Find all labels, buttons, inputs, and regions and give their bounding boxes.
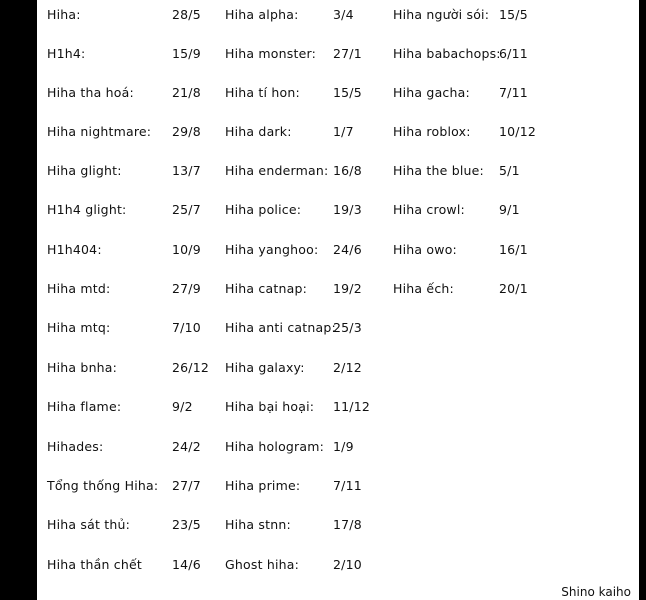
entry-date: 20/1 bbox=[499, 281, 528, 296]
entry-name: Hihades: bbox=[47, 439, 104, 454]
entry-date: 9/1 bbox=[499, 202, 520, 217]
entry-name: Hiha mtq: bbox=[47, 320, 111, 335]
entry-date: 10/12 bbox=[499, 124, 537, 139]
entry-name: Hiha: bbox=[47, 7, 81, 22]
entry-date: 5/1 bbox=[499, 163, 520, 178]
entry-date: 1/7 bbox=[333, 124, 354, 139]
entry-name: Hiha ếch: bbox=[393, 281, 454, 296]
entry-date: 25/3 bbox=[333, 320, 362, 335]
entry-name: Hiha người sói: bbox=[393, 7, 490, 22]
entry-date: 26/12 bbox=[172, 360, 210, 375]
entry-name: Hiha sát thủ: bbox=[47, 517, 131, 532]
entry-name: Hiha prime: bbox=[225, 478, 301, 493]
entry-name: Hiha the blue: bbox=[393, 163, 484, 178]
entry-date: 2/12 bbox=[333, 360, 362, 375]
entry-date: 19/3 bbox=[333, 202, 362, 217]
entry-name: Hiha bnha: bbox=[47, 360, 118, 375]
entry-date: 25/7 bbox=[172, 202, 201, 217]
entry-name: Hiha thần chết bbox=[47, 557, 142, 572]
entry-name: Hiha monster: bbox=[225, 46, 317, 61]
entry-name: Hiha yanghoo: bbox=[225, 242, 319, 257]
entry-date: 27/7 bbox=[172, 478, 201, 493]
entry-date: 28/5 bbox=[172, 7, 201, 22]
entry-name: H1h404: bbox=[47, 242, 102, 257]
entry-date: 7/10 bbox=[172, 320, 201, 335]
entry-date: 3/4 bbox=[333, 7, 354, 22]
entry-name: Hiha tha hoá: bbox=[47, 85, 134, 100]
entry-name: Hiha stnn: bbox=[225, 517, 291, 532]
entry-name: Hiha dark: bbox=[225, 124, 292, 139]
entry-name: Hiha crowl: bbox=[393, 202, 465, 217]
entry-date: 11/12 bbox=[333, 399, 371, 414]
entry-date: 19/2 bbox=[333, 281, 362, 296]
entry-name: Hiha galaxy: bbox=[225, 360, 305, 375]
entry-date: 7/11 bbox=[499, 85, 528, 100]
entry-date: 27/9 bbox=[172, 281, 201, 296]
entry-name: Hiha catnap: bbox=[225, 281, 307, 296]
right-border bbox=[639, 0, 646, 600]
document-page bbox=[37, 0, 639, 600]
entry-name: Tổng thống Hiha: bbox=[47, 478, 159, 493]
entry-name: Hiha police: bbox=[225, 202, 302, 217]
entry-name: H1h4 glight: bbox=[47, 202, 127, 217]
entry-name: Hiha bại hoại: bbox=[225, 399, 315, 414]
entry-name: Hiha anti catnap: bbox=[225, 320, 336, 335]
entry-name: Hiha gacha: bbox=[393, 85, 470, 100]
entry-name: Hiha owo: bbox=[393, 242, 457, 257]
entry-date: 24/2 bbox=[172, 439, 201, 454]
entry-date: 29/8 bbox=[172, 124, 201, 139]
entry-name: Ghost hiha: bbox=[225, 557, 300, 572]
entry-date: 14/6 bbox=[172, 557, 201, 572]
author-credit: Shino kaiho bbox=[561, 585, 631, 599]
entry-date: 2/10 bbox=[333, 557, 362, 572]
entry-date: 1/9 bbox=[333, 439, 354, 454]
entry-date: 10/9 bbox=[172, 242, 201, 257]
entry-name: Hiha roblox: bbox=[393, 124, 471, 139]
entry-date: 15/5 bbox=[333, 85, 362, 100]
entry-name: Hiha flame: bbox=[47, 399, 122, 414]
entry-date: 17/8 bbox=[333, 517, 362, 532]
entry-name: Hiha tí hon: bbox=[225, 85, 300, 100]
entry-date: 16/8 bbox=[333, 163, 362, 178]
entry-date: 21/8 bbox=[172, 85, 201, 100]
entry-name: Hiha babachops: bbox=[393, 46, 501, 61]
entry-date: 16/1 bbox=[499, 242, 528, 257]
entry-date: 9/2 bbox=[172, 399, 193, 414]
entry-name: Hiha mtd: bbox=[47, 281, 111, 296]
entry-name: Hiha glight: bbox=[47, 163, 122, 178]
entry-date: 15/9 bbox=[172, 46, 201, 61]
entry-date: 24/6 bbox=[333, 242, 362, 257]
entry-date: 6/11 bbox=[499, 46, 528, 61]
entry-date: 23/5 bbox=[172, 517, 201, 532]
entry-name: Hiha alpha: bbox=[225, 7, 299, 22]
entry-date: 13/7 bbox=[172, 163, 201, 178]
entry-name: H1h4: bbox=[47, 46, 86, 61]
entry-date: 7/11 bbox=[333, 478, 362, 493]
entry-name: Hiha enderman: bbox=[225, 163, 329, 178]
entry-name: Hiha hologram: bbox=[225, 439, 325, 454]
entry-name: Hiha nightmare: bbox=[47, 124, 152, 139]
entry-date: 27/1 bbox=[333, 46, 362, 61]
entry-date: 15/5 bbox=[499, 7, 528, 22]
